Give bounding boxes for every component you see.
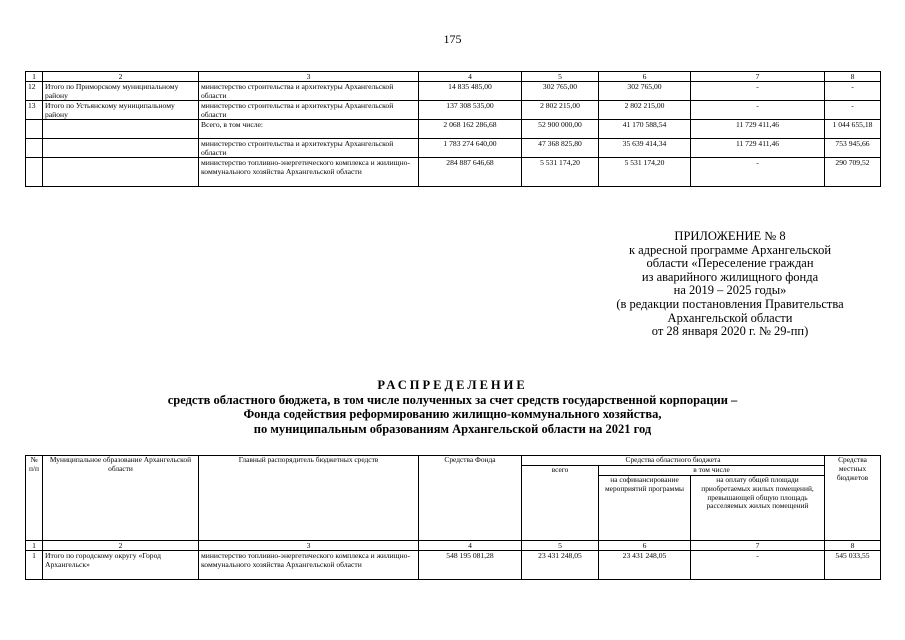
budget-manager: Всего, в том числе:: [199, 120, 419, 139]
municipality-name: [43, 158, 199, 187]
cell-extra-area: 11 729 411,46: [691, 120, 825, 139]
municipality-name: [43, 139, 199, 158]
budget-manager: министерство строительства и архитектуры Архангельской области: [199, 101, 419, 120]
column-number: 8: [825, 72, 881, 82]
column-number: 3: [199, 541, 419, 551]
cell-extra-area: -: [691, 101, 825, 120]
appendix-block: [580, 230, 880, 339]
cell-fund: 284 887 646,68: [419, 158, 522, 187]
row-number: [26, 120, 43, 139]
header-cofinancing: на софинансирование мероприятий программы: [599, 476, 691, 541]
column-number: 5: [522, 541, 599, 551]
cell-fund: 1 783 274 640,00: [419, 139, 522, 158]
header-fund: Средства Фонда: [419, 456, 522, 541]
table-row: [26, 139, 881, 158]
appendix-line: к адресной программе Архангельской: [628, 242, 832, 257]
table-row: [26, 101, 881, 120]
cell-local: 1 044 655,18: [825, 120, 881, 139]
cell-cofinancing: 23 431 248,05: [599, 551, 691, 580]
table-header-numbers: [26, 72, 881, 82]
appendix-line: на 2019 – 2025 годы»: [673, 283, 787, 298]
header-including: в том числе: [599, 466, 825, 476]
column-number: 5: [522, 72, 599, 82]
cell-local: 290 709,52: [825, 158, 881, 187]
appendix-line: из аварийного жилищного фонда: [641, 269, 819, 284]
table-row: [26, 82, 881, 101]
cell-extra-area: -: [691, 551, 825, 580]
column-number: 4: [419, 541, 522, 551]
appendix-line: (в редакции постановления Правительства: [616, 296, 844, 311]
cell-regional-total: 5 531 174,20: [522, 158, 599, 187]
column-number: 1: [26, 541, 43, 551]
title-line: Фонда содействия реформированию жилищно-коммунального хозяйства,: [243, 407, 662, 421]
cell-regional-total: 47 368 825,80: [522, 139, 599, 158]
budget-manager: министерство топливно-энергетического комплекса и жилищно-коммунального хозяйства Архангельской области: [199, 158, 419, 187]
column-number: 7: [691, 72, 825, 82]
header-manager: Главный распорядитель бюджетных средств: [199, 456, 419, 541]
column-number: 2: [43, 541, 199, 551]
cell-cofinancing: 35 639 414,34: [599, 139, 691, 158]
column-number: 6: [599, 72, 691, 82]
header-extra-area: на оплату общей площади приобретаемых жилых помещений, превышающей общую площадь расселяемых жилых помещений: [691, 476, 825, 541]
appendix-line: области «Переселение граждан: [646, 256, 814, 271]
cell-extra-area: -: [691, 82, 825, 101]
title-line: средств областного бюджета, в том числе полученных за счет средств государственной корпорации –: [167, 392, 738, 407]
cell-fund: 137 308 535,00: [419, 101, 522, 120]
cell-regional-total: 2 802 215,00: [522, 101, 599, 120]
header-regional: Средства областного бюджета: [522, 456, 825, 466]
title-heading: РАСПРЕДЕЛЕНИЕ: [377, 378, 528, 392]
cell-fund: 548 195 081,28: [419, 551, 522, 580]
cell-cofinancing: 302 765,00: [599, 82, 691, 101]
distribution-table: [25, 455, 881, 580]
top-table: [25, 71, 881, 187]
page-number: 175: [443, 32, 462, 46]
column-number: 1: [26, 72, 43, 82]
row-number: [26, 158, 43, 187]
appendix-line: ПРИЛОЖЕНИЕ № 8: [674, 229, 786, 243]
row-number: [26, 139, 43, 158]
header-total: всего: [522, 466, 599, 541]
municipality-name: Итого по Приморскому муниципальному району: [43, 82, 199, 101]
column-number: 6: [599, 541, 691, 551]
cell-extra-area: 11 729 411,46: [691, 139, 825, 158]
title-line: по муниципальным образованиям Архангельской области на 2021 год: [253, 421, 652, 436]
cell-local: -: [825, 82, 881, 101]
cell-cofinancing: 5 531 174,20: [599, 158, 691, 187]
cell-regional-total: 23 431 248,05: [522, 551, 599, 580]
column-number: 8: [825, 541, 881, 551]
table-row: [26, 158, 881, 187]
table-row: [26, 551, 881, 580]
budget-manager: министерство строительства и архитектуры Архангельской области: [199, 139, 419, 158]
cell-local: 753 945,66: [825, 139, 881, 158]
cell-regional-total: 52 900 000,00: [522, 120, 599, 139]
appendix-line: от 28 января 2020 г. № 29-пп): [651, 324, 809, 339]
cell-cofinancing: 41 170 588,54: [599, 120, 691, 139]
cell-regional-total: 302 765,00: [522, 82, 599, 101]
cell-local: -: [825, 101, 881, 120]
budget-manager: министерство строительства и архитектуры Архангельской области: [199, 82, 419, 101]
column-number: 3: [199, 72, 419, 82]
column-number: 7: [691, 541, 825, 551]
row-number: 1: [26, 551, 43, 580]
municipality-name: [43, 120, 199, 139]
header-municipality: Муниципальное образование Архангельской области: [43, 456, 199, 541]
column-number: 4: [419, 72, 522, 82]
document-title: [0, 378, 905, 436]
table-header-numbers: [26, 541, 881, 551]
cell-cofinancing: 2 802 215,00: [599, 101, 691, 120]
cell-fund: 14 835 485,00: [419, 82, 522, 101]
header-num: № п/п: [26, 456, 43, 541]
appendix-line: Архангельской области: [667, 310, 793, 325]
budget-manager: министерство топливно-энергетического комплекса и жилищно-коммунального хозяйства Архангельской области: [199, 551, 419, 580]
table-row: [26, 120, 881, 139]
row-number: 13: [26, 101, 43, 120]
row-number: 12: [26, 82, 43, 101]
municipality-name: Итого по Устьянскому муниципальному району: [43, 101, 199, 120]
column-number: 2: [43, 72, 199, 82]
cell-extra-area: -: [691, 158, 825, 187]
cell-fund: 2 068 162 286,68: [419, 120, 522, 139]
header-local: Средства местных бюджетов: [825, 456, 881, 541]
cell-local: 545 033,55: [825, 551, 881, 580]
municipality-name: Итого по городскому округу «Город Архангельск»: [43, 551, 199, 580]
